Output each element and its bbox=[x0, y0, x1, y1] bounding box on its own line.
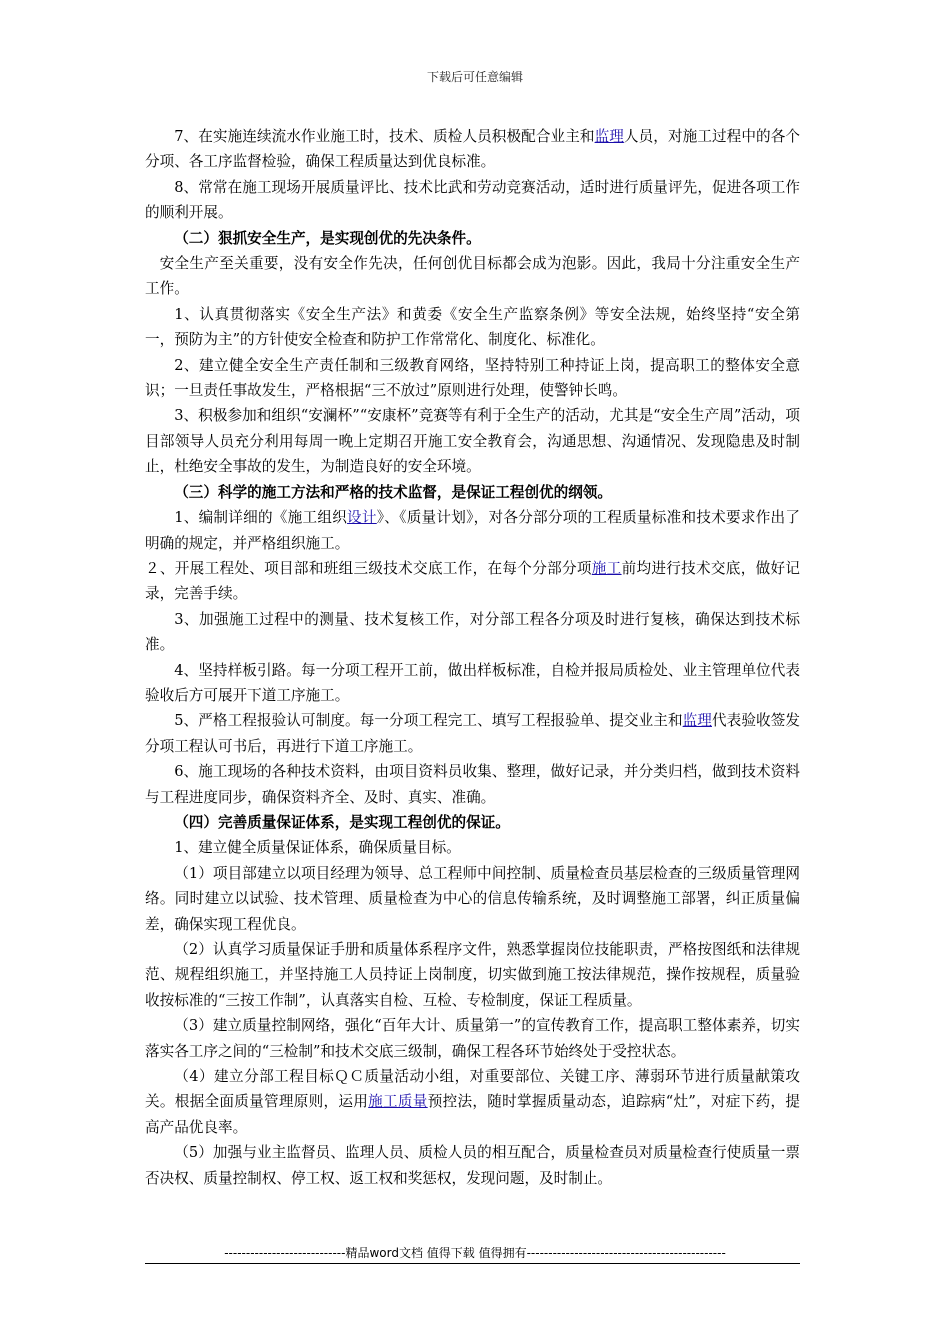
safety-item-3: 3、积极参加和组织“安澜杯”“安康杯”竞赛等有利于全生产的活动，尤其是“安全生产周”活动，项目部领导人员充分利用每周一晚上定期召开施工安全教育会，沟通思想、沟通情况、发现隐患及时制止，杜绝安全事故的发生，为制造良好的安全环境。 bbox=[145, 407, 800, 476]
quality-item-1-5: （5）加强与业主监督员、监理人员、质检人员的相互配合，质量检查员对质量检查行使质量一票否决权、质量控制权、停工权、返工权和奖惩权，发现问题，及时制止。 bbox=[145, 1144, 800, 1187]
link-jianli-2[interactable]: 监理 bbox=[682, 712, 712, 730]
tech-item-1: 1、编制详细的《施工组织设计》、《质量计划》，对各分部分项的工程质量标准和技术要求作出了明确的规定，并严格组织施工。 bbox=[145, 509, 800, 552]
section-heading-2: （二）狠抓安全生产，是实现创优的先决条件。 bbox=[174, 229, 481, 247]
link-sheji[interactable]: 设计 bbox=[347, 509, 377, 527]
paragraph-7: 7、在实施连续流水作业施工时，技术、质检人员积极配合业主和监理人员，对施工过程中的各个分项、各工序监督检验，确保工程质量达到优良标准。 bbox=[145, 128, 800, 171]
link-shigong[interactable]: 施工 bbox=[591, 559, 622, 577]
tech-item-4: 4、坚持样板引路。每一分项工程开工前，做出样板标准，自检并报局质检处、业主管理单位代表验收后方可展开下道工序施工。 bbox=[145, 661, 800, 704]
quality-item-1: 1、建立健全质量保证体系，确保质量目标。 bbox=[174, 839, 461, 857]
footer-divider bbox=[145, 1263, 800, 1264]
quality-item-1-2: （2）认真学习质量保证手册和质量体系程序文件，熟悉掌握岗位技能职责，严格按图纸和法律规范、规程组织施工，并坚持施工人员持证上岗制度，切实做到施工按法律规范，操作按规程，质量验收按标准的“三按工作制”，认真落实自检、互检、专检制度，保证工程质量。 bbox=[145, 941, 800, 1009]
paragraph-8: 8、常常在施工现场开展质量评比、技术比武和劳动竞赛活动，适时进行质量评先，促进各项工作的顺利开展。 bbox=[145, 178, 800, 222]
quality-item-1-3: （3）建立质量控制网络，强化“百年大计、质量第一”的宣传教育工作，提高职工整体素养，切实落实各工序之间的“三检制”和技术交底三级制，确保工程各环节始终处于受控状态。 bbox=[145, 1017, 800, 1060]
safety-item-1: 1、认真贯彻落实《安全生产法》和黄委《安全生产监察条例》等安全法规，始终坚持“安全第一，预防为主”的方针使安全检查和防护工作常常化、制度化、标准化。 bbox=[145, 305, 800, 349]
document-body bbox=[145, 124, 800, 1191]
safety-item-2: 2、建立健全安全生产责任制和三级教育网络，坚持特别工种持证上岗，提高职工的整体安全意识；一旦责任事故发生，严格根据“三不放过”原则进行处理，使警钟长鸣。 bbox=[145, 356, 800, 400]
tech-item-2: ２、开展工程处、项目部和班组三级技术交底工作，在每个分部分项施工前均进行技术交底，做好记录，完善手续。 bbox=[145, 559, 800, 603]
tech-item-6: 6、施工现场的各种技术资料，由项目资料员收集、整理，做好记录，并分类归档，做到技术资料与工程进度同步，确保资料齐全、及时、真实、准确。 bbox=[145, 763, 800, 806]
tech-item-5: 5、严格工程报验认可制度。每一分项工程完工、填写工程报验单、提交业主和监理代表验收签发分项工程认可书后，再进行下道工序施工。 bbox=[145, 712, 800, 755]
quality-item-1-1: （1）项目部建立以项目经理为领导、总工程师中间控制、质量检查员基层检查的三级质量管理网络。同时建立以试验、技术管理、质量检查为中心的信息传输系统，及时调整施工部署，纠正质量偏差，确保实现工程优良。 bbox=[145, 864, 800, 933]
link-shigong-zhiliang[interactable]: 施工质量 bbox=[368, 1093, 428, 1111]
tech-item-3: 3、加强施工过程中的测量、技术复核工作，对分部工程各分项及时进行复核，确保达到技术标准。 bbox=[145, 610, 800, 654]
safety-intro: 安全生产至关重要，没有安全作先决，任何创优目标都会成为泡影。因此，我局十分注重安全生产工作。 bbox=[145, 255, 800, 298]
page-footer: ----------------------------精品word文档 值得下载 值得拥有---------------------------------------------- bbox=[224, 1246, 726, 1260]
quality-item-1-4: （4）建立分部工程目标ＱＣ质量活动小组，对重要部位、关键工序、薄弱环节进行质量献策攻关。根据全面质量管理原则，运用施工质量预控法，随时掌握质量动态，追踪病“灶”，对症下药，提高产品优良率。 bbox=[145, 1068, 800, 1136]
page-header: 下载后可任意编辑 bbox=[426, 70, 523, 84]
section-heading-3: （三）科学的施工方法和严格的技术监督，是保证工程创优的纲领。 bbox=[174, 483, 613, 501]
section-heading-4: （四）完善质量保证体系，是实现工程创优的保证。 bbox=[174, 813, 510, 831]
link-jianli[interactable]: 监理 bbox=[594, 128, 624, 145]
